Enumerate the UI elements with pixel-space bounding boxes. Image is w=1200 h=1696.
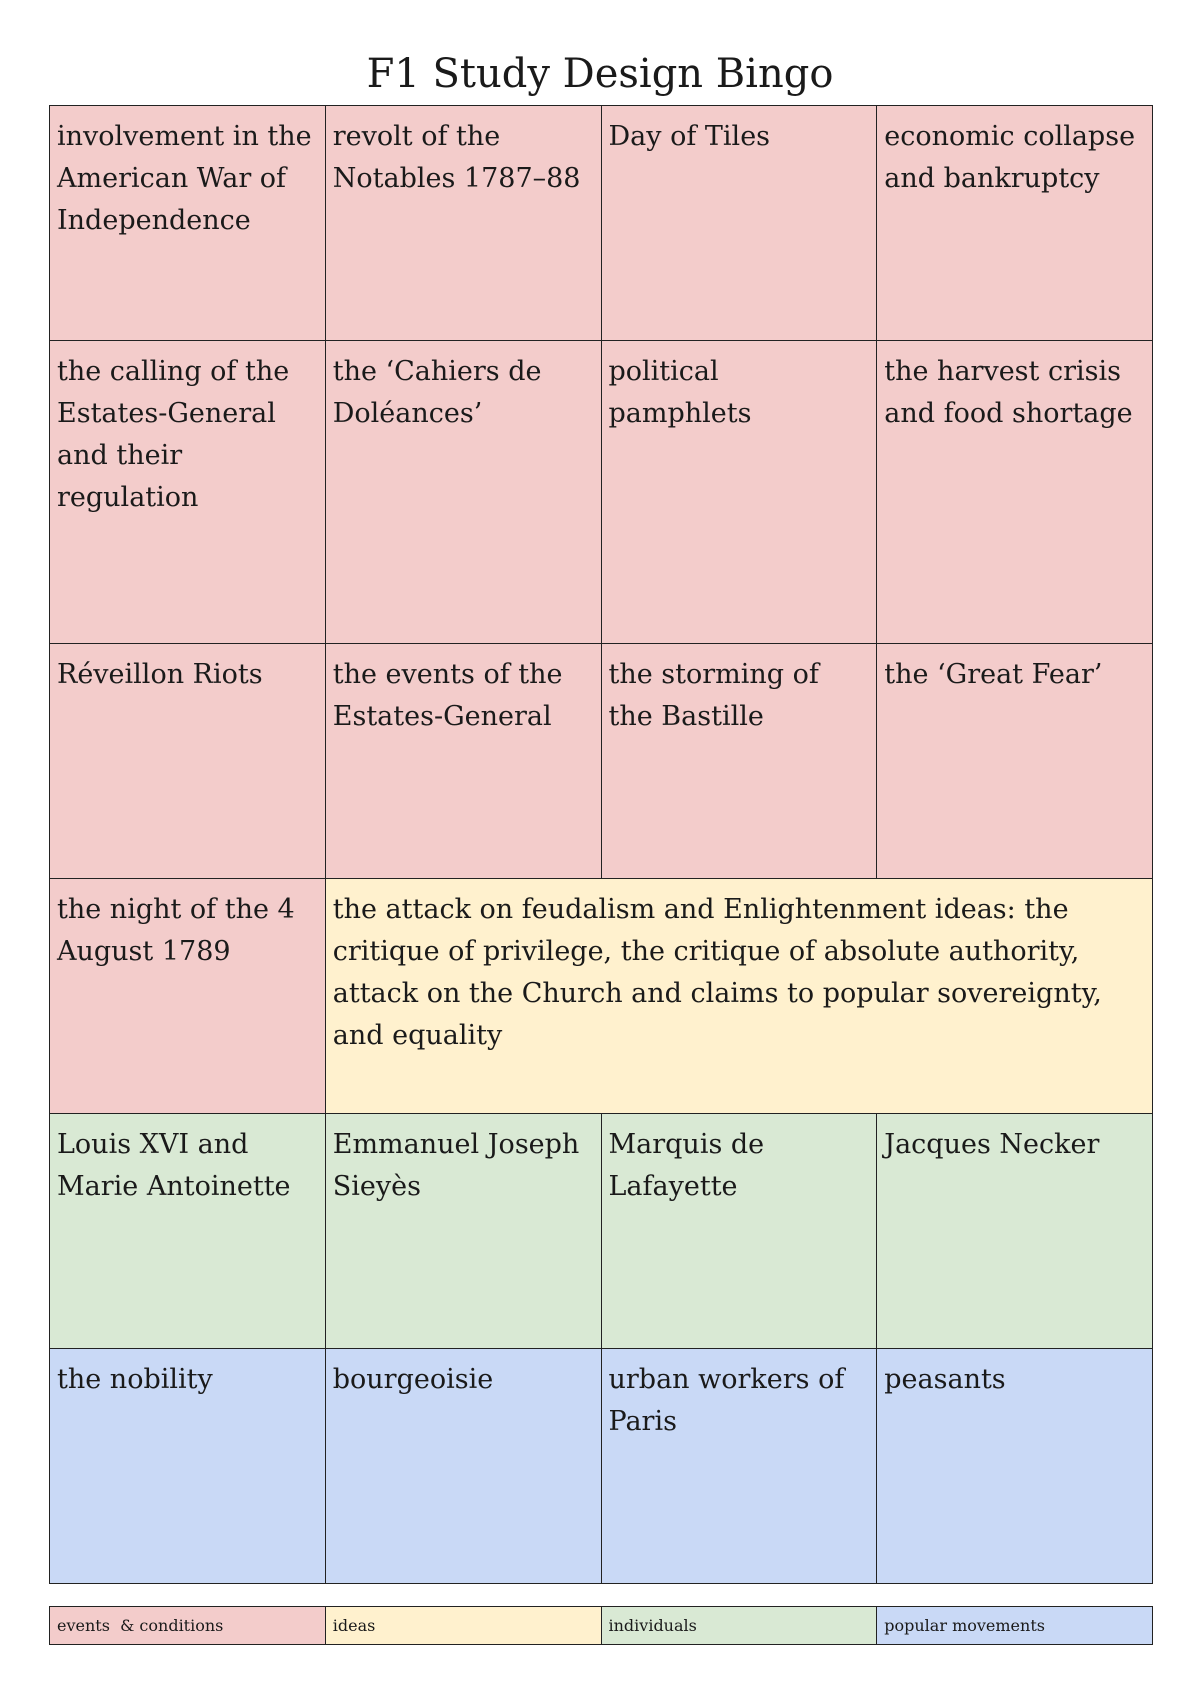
bingo-row xyxy=(50,106,1153,341)
legend-popular-movements: popular movements xyxy=(877,1607,1153,1645)
bingo-cell[interactable]: urban workers of Paris xyxy=(601,1349,877,1584)
bingo-cell[interactable]: Louis XVI and Marie Antoinette xyxy=(50,1114,326,1349)
legend-ideas: ideas xyxy=(325,1607,601,1645)
bingo-cell[interactable]: Day of Tiles xyxy=(601,106,877,341)
bingo-cell[interactable]: the night of the 4 August 1789 xyxy=(50,879,326,1114)
bingo-row xyxy=(50,644,1153,879)
bingo-grid xyxy=(49,105,1153,1584)
bingo-row xyxy=(50,1349,1153,1584)
bingo-cell[interactable]: Jacques Necker xyxy=(877,1114,1153,1349)
bingo-cell[interactable]: involvement in the American War of Independence xyxy=(50,106,326,341)
bingo-row xyxy=(50,1114,1153,1349)
bingo-cell[interactable]: economic collapse and bankruptcy xyxy=(877,106,1153,341)
bingo-cell[interactable]: political pamphlets xyxy=(601,341,877,644)
legend-events-conditions: events & conditions xyxy=(50,1607,326,1645)
bingo-cell[interactable]: revolt of the Notables 1787–88 xyxy=(325,106,601,341)
bingo-cell[interactable]: the harvest crisis and food shortage xyxy=(877,341,1153,644)
bingo-cell[interactable]: peasants xyxy=(877,1349,1153,1584)
page-title: F1 Study Design Bingo xyxy=(366,51,834,97)
bingo-cell[interactable]: Emmanuel Joseph Sieyès xyxy=(325,1114,601,1349)
bingo-cell[interactable]: bourgeoisie xyxy=(325,1349,601,1584)
bingo-cell[interactable]: Marquis de Lafayette xyxy=(601,1114,877,1349)
category-legend xyxy=(49,1606,1153,1645)
bingo-row xyxy=(50,879,1153,1114)
bingo-cell[interactable]: the ‘Great Fear’ xyxy=(877,644,1153,879)
bingo-cell[interactable]: the storming of the Bastille xyxy=(601,644,877,879)
legend-individuals: individuals xyxy=(601,1607,877,1645)
bingo-cell[interactable]: the ‘Cahiers de Doléances’ xyxy=(325,341,601,644)
bingo-cell[interactable]: the calling of the Estates-General and their regulation xyxy=(50,341,326,644)
bingo-cell[interactable]: the nobility xyxy=(50,1349,326,1584)
bingo-cell[interactable]: the events of the Estates-General xyxy=(325,644,601,879)
bingo-cell-wide[interactable]: the attack on feudalism and Enlightenment ideas: the critique of privilege, the critique of absolute authority, attack on the Church and claims to popular sovereignty, and equality xyxy=(325,879,1152,1114)
bingo-row xyxy=(50,341,1153,644)
bingo-cell[interactable]: Réveillon Riots xyxy=(50,644,326,879)
